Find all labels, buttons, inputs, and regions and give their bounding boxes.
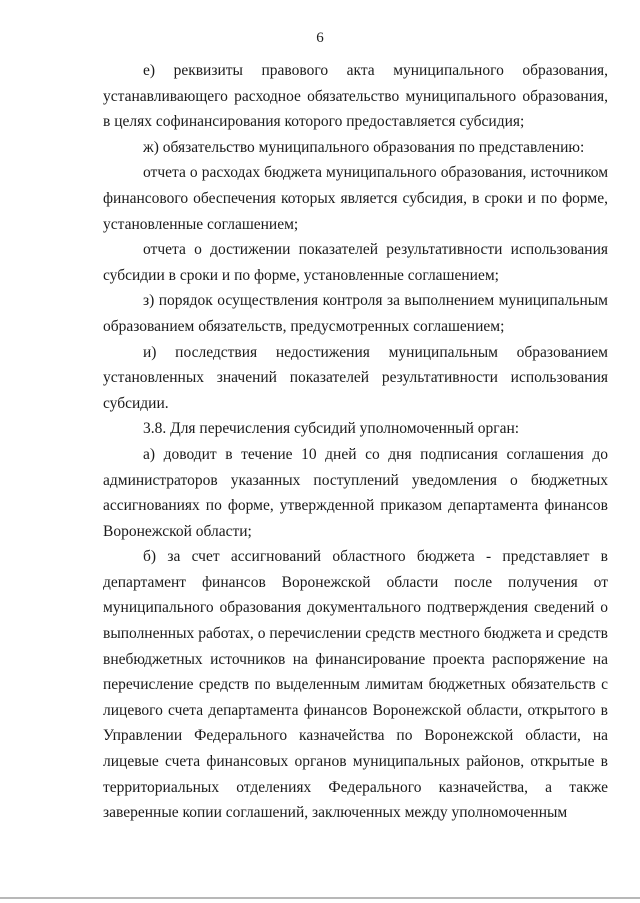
- paragraph-expense-report: отчета о расходах бюджета муниципального образования, источником финансового обеспечения которых является субсидия, в сроки и по форме, установленные соглашением;: [103, 164, 608, 233]
- document-body: [103, 58, 608, 826]
- paragraph-item-a: а) доводит в течение 10 дней со дня подписания соглашения до администраторов указанных поступлений уведомления о бюджетных ассигнованиях по форме, утвержденной приказом департамента финансов Воронежской области;: [103, 445, 608, 540]
- paragraph-performance-report: отчета о достижении показателей результативности использования субсидии в сроки и по форме, установленные соглашением;: [103, 241, 608, 284]
- paragraph-item-e: е) реквизиты правового акта муниципального образования, устанавливающего расходное обязательство муниципального образования, в целях софинансирования которого предоставляется субсидия;: [103, 62, 608, 131]
- paragraph-item-i: и) последствия недостижения муниципальным образованием установленных значений показателей результативности использования субсидии.: [103, 343, 608, 412]
- paragraph-section-3-8: 3.8. Для перечисления субсидий уполномоченный орган:: [143, 420, 520, 438]
- paragraph-item-z: з) порядок осуществления контроля за выполнением муниципальным образованием обязательств, предусмотренных соглашением;: [103, 292, 608, 335]
- page-number: 6: [316, 30, 324, 46]
- scan-bottom-edge: [0, 897, 640, 899]
- paragraph-item-b: б) за счет ассигнований областного бюджета - представляет в департамент финансов Воронежской области после получения от муниципального образования документального подтверждения сведений о выполненных работах, о перечислении средств местного бюджета и средств внебюджетных источников на финансирование проекта распоряжение на перечисление средств по выделенным лимитам бюджетных обязательств с лицевого счета департамента финансов Воронежской области, открытого в Управлении Федерального казначейства по Воронежской области, на лицевые счета финансовых органов муниципальных районов, открытые в территориальных отделениях Федерального казначейства, а также заверенные копии соглашений, заключенных между уполномоченным: [103, 548, 608, 822]
- paragraph-item-zh: ж) обязательство муниципального образования по представлению:: [143, 138, 585, 156]
